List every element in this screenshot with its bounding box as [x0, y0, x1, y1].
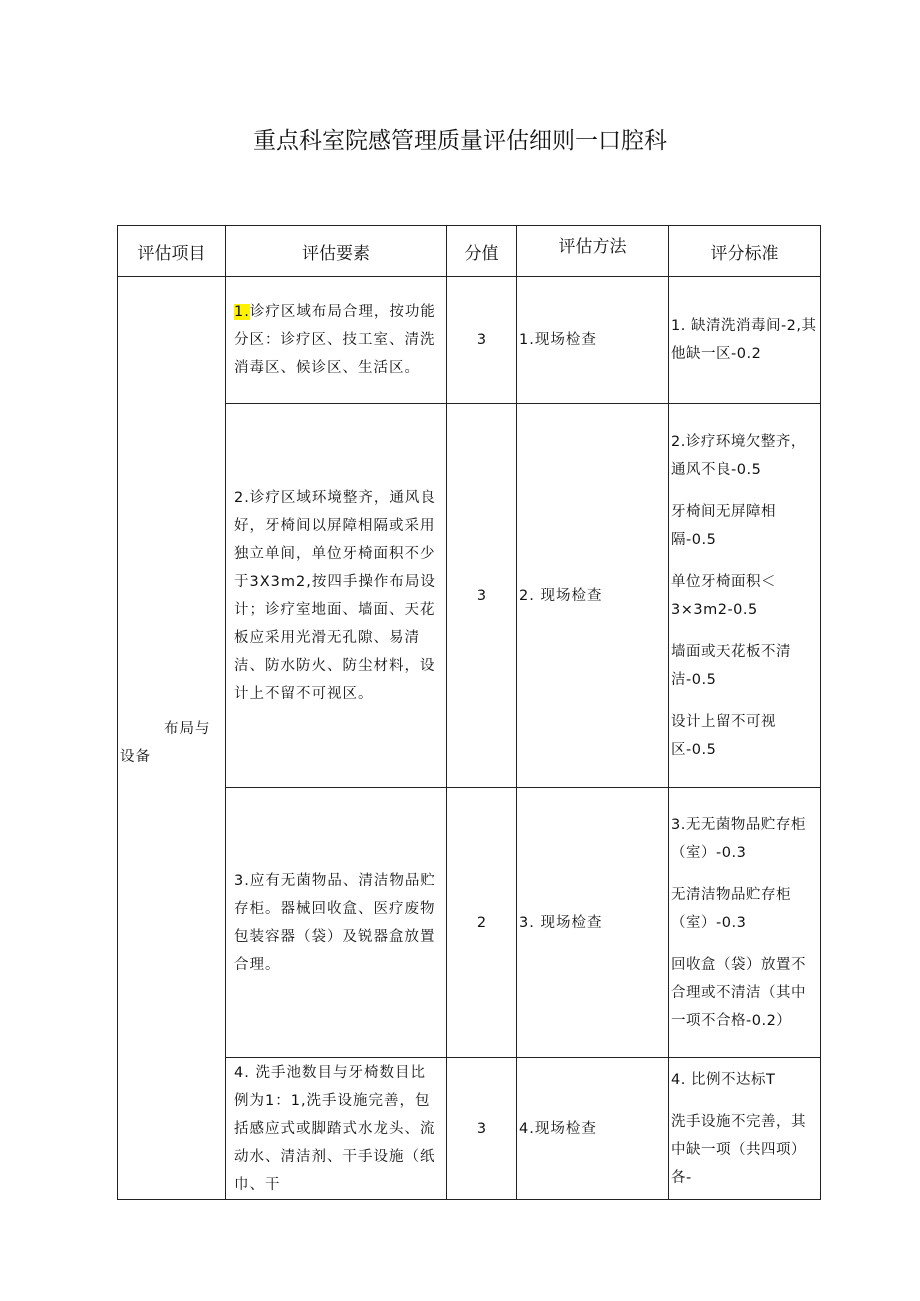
standard-line: 牙椅间无屏障相隔-0.5 — [671, 503, 776, 548]
standard-line: 单位牙椅面积＜3×3m2-0.5 — [671, 573, 776, 618]
category-label-line1: 布局与 — [164, 721, 211, 737]
requirement-cell: 2.诊疗区域环境整齐，通风良好，牙椅间以屏障相隔或采用独立单间，单位牙椅面积不少于3X3m2,按四手操作布局设计；诊疗室地面、墙面、天花板应采用光滑无孔隙、易清洁、防水防火、防尘材料，设计上不留不可视区。 — [226, 404, 447, 788]
standard-line: 无清洁物品贮存柜（室）-0.3 — [671, 886, 791, 931]
standard-line: 1. 缺清洗消毒间-2,其他缺一区-0.2 — [671, 318, 817, 362]
evaluation-table — [117, 225, 821, 1200]
standard-line: 4. 比例不达标T — [671, 1071, 776, 1088]
requirement-cell: 4. 洗手池数目与牙椅数目比例为1：1,洗手设施完善，包括感应式或脚踏式水龙头、流动水、清洁剂、干手设施（纸巾、干 — [226, 1058, 447, 1200]
standard-cell — [669, 1058, 821, 1200]
standard-cell — [669, 788, 821, 1058]
requirement-cell — [226, 277, 447, 404]
method-cell: 1.现场检查 — [517, 277, 669, 404]
standard-line: 回收盒（袋）放置不合理或不清洁（其中一项不合格-0.2） — [671, 956, 806, 1029]
header-standard: 评分标准 — [669, 226, 821, 277]
score-cell: 2 — [447, 788, 517, 1058]
header-method: 评估方法 — [517, 226, 669, 277]
table-header-row — [118, 226, 821, 277]
header-score: 分值 — [447, 226, 517, 277]
method-cell: 3. 现场检查 — [517, 788, 669, 1058]
standard-line: 3.无无菌物品贮存柜（室）-0.3 — [671, 816, 806, 861]
header-item: 评估项目 — [118, 226, 226, 277]
page-title: 重点科室院感管理质量评估细则一口腔科 — [253, 128, 667, 154]
standard-line: 2.诊疗环境欠整齐，通风不良-0.5 — [671, 433, 806, 478]
score-cell: 3 — [447, 1058, 517, 1200]
requirement-cell: 3.应有无菌物品、清洁物品贮存柜。器械回收盒、医疗废物包装容器（袋）及锐器盒放置合理。 — [226, 788, 447, 1058]
standard-cell — [669, 277, 821, 404]
requirement-text: 诊疗区域布局合理，按功能分区：诊疗区、技工室、清洗消毒区、候诊区、生活区。 — [234, 304, 436, 376]
table-row — [118, 277, 821, 404]
category-label-line2: 设备 — [120, 749, 151, 765]
standard-line: 设计上留不可视区-0.5 — [671, 713, 776, 758]
score-cell: 3 — [447, 277, 517, 404]
standard-line: 墙面或天花板不清洁-0.5 — [671, 643, 791, 688]
category-cell — [118, 277, 226, 1200]
method-cell: 2. 现场检查 — [517, 404, 669, 788]
item-number-highlight: 1. — [234, 304, 250, 320]
standard-line: 洗手设施不完善，其中缺一项（共四项）各- — [671, 1113, 806, 1186]
header-requirement: 评估要素 — [226, 226, 447, 277]
standard-cell — [669, 404, 821, 788]
score-cell: 3 — [447, 404, 517, 788]
method-cell: 4.现场检查 — [517, 1058, 669, 1200]
